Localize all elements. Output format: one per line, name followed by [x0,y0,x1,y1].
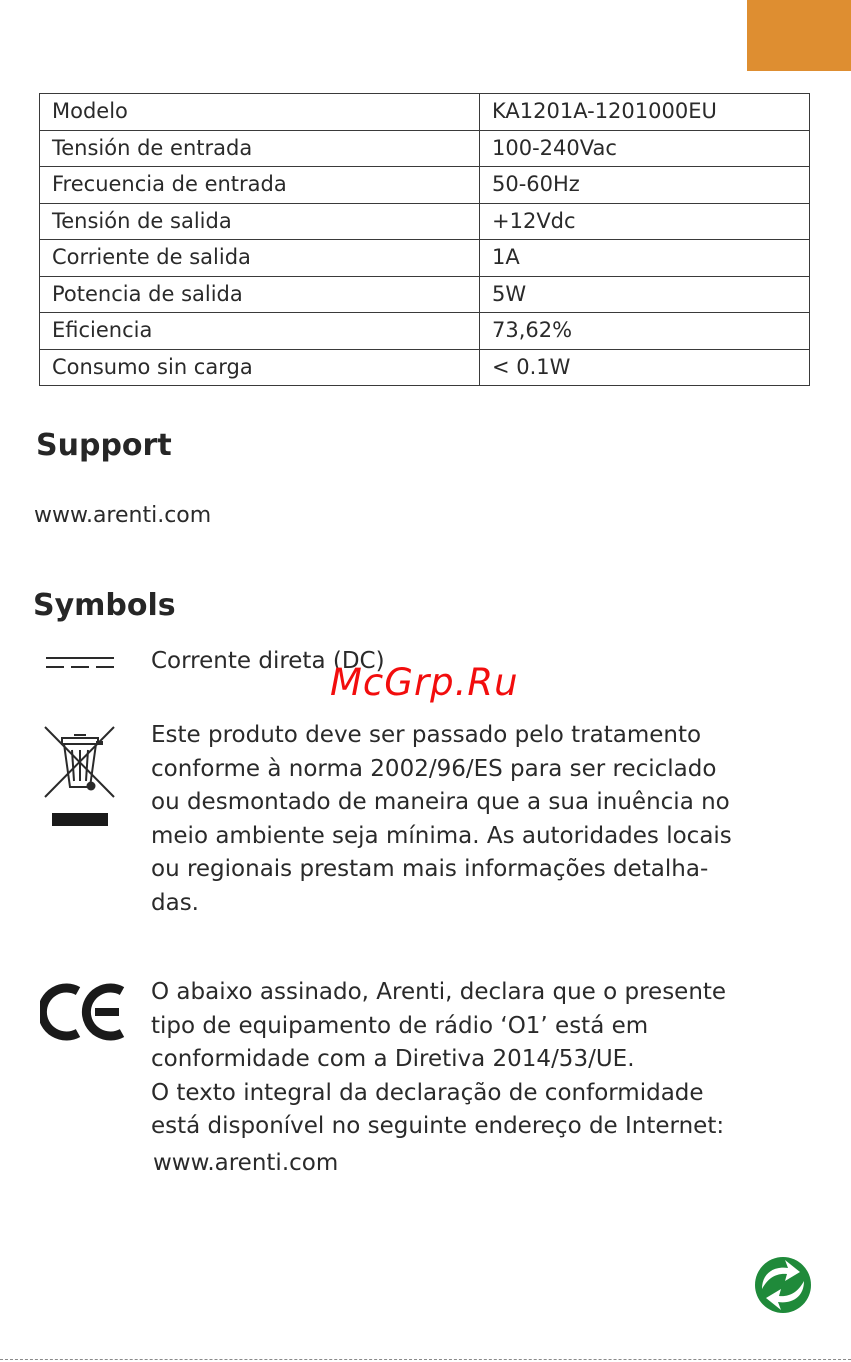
spec-row [40,203,810,240]
specs-table [39,93,810,386]
spec-value: 1A [480,240,810,277]
spec-label: Potencia de salida [40,276,480,313]
weee-line: ou regionais prestam mais informações detalha- [151,856,709,883]
spec-value: KA1201A-1201000EU [480,94,810,131]
spec-label: Corriente de salida [40,240,480,277]
ce-line: O texto integral da declaração de conformidade [151,1079,704,1106]
spec-label: Tensión de salida [40,203,480,240]
ce-line: O abaixo assinado, Arenti, declara que o presente [151,979,727,1005]
spec-value: 50-60Hz [480,167,810,204]
spec-value: 73,62% [480,313,810,350]
watermark-text: McGrp.Ru [330,661,519,704]
spec-row [40,313,810,350]
spec-label: Frecuencia de entrada [40,167,480,204]
spec-row [40,130,810,167]
spec-row [40,276,810,313]
weee-line: meio ambiente seja mínima. As autoridades locais [151,822,732,849]
crossed-bin-icon [42,724,117,832]
ce-line: está disponível no seguinte endereço de Internet: [151,1113,725,1140]
spec-label: Tensión de entrada [40,130,480,167]
weee-line: Este produto deve ser passado pelo tratamento [151,722,702,748]
support-heading: Support [36,428,172,463]
ce-line: tipo de equipamento de rádio ‘O1’ está em [151,1012,649,1039]
dc-text: Corrente direta (DC) [151,648,385,674]
dc-current-icon [46,655,114,671]
spec-value: 100-240Vac [480,130,810,167]
spec-label: Modelo [40,94,480,131]
weee-line: conforme à norma 2002/96/ES para ser reciclado [151,755,717,782]
page-bottom-border [0,1359,851,1360]
spec-row [40,94,810,131]
spec-row [40,167,810,204]
spec-value: +12Vdc [480,203,810,240]
spec-label: Eficiencia [40,313,480,350]
ce-declaration [151,976,726,1144]
support-url[interactable]: www.arenti.com [34,503,212,528]
ce-line: conformidade com a Diretiva 2014/53/UE. [151,1046,635,1073]
spec-label: Consumo sin carga [40,349,480,386]
ce-url[interactable]: www.arenti.com [153,1150,339,1176]
weee-line: das. [151,889,199,916]
spec-row [40,240,810,277]
spec-value: < 0.1W [480,349,810,386]
weee-description [151,719,732,921]
weee-line: ou desmontado de maneira que a sua inuência no [151,789,730,816]
ce-mark-icon [40,982,126,1042]
symbols-heading: Symbols [33,588,176,623]
spec-value: 5W [480,276,810,313]
green-dot-recycle-icon [754,1256,812,1314]
page-corner-tab [747,0,851,71]
spec-row [40,349,810,386]
